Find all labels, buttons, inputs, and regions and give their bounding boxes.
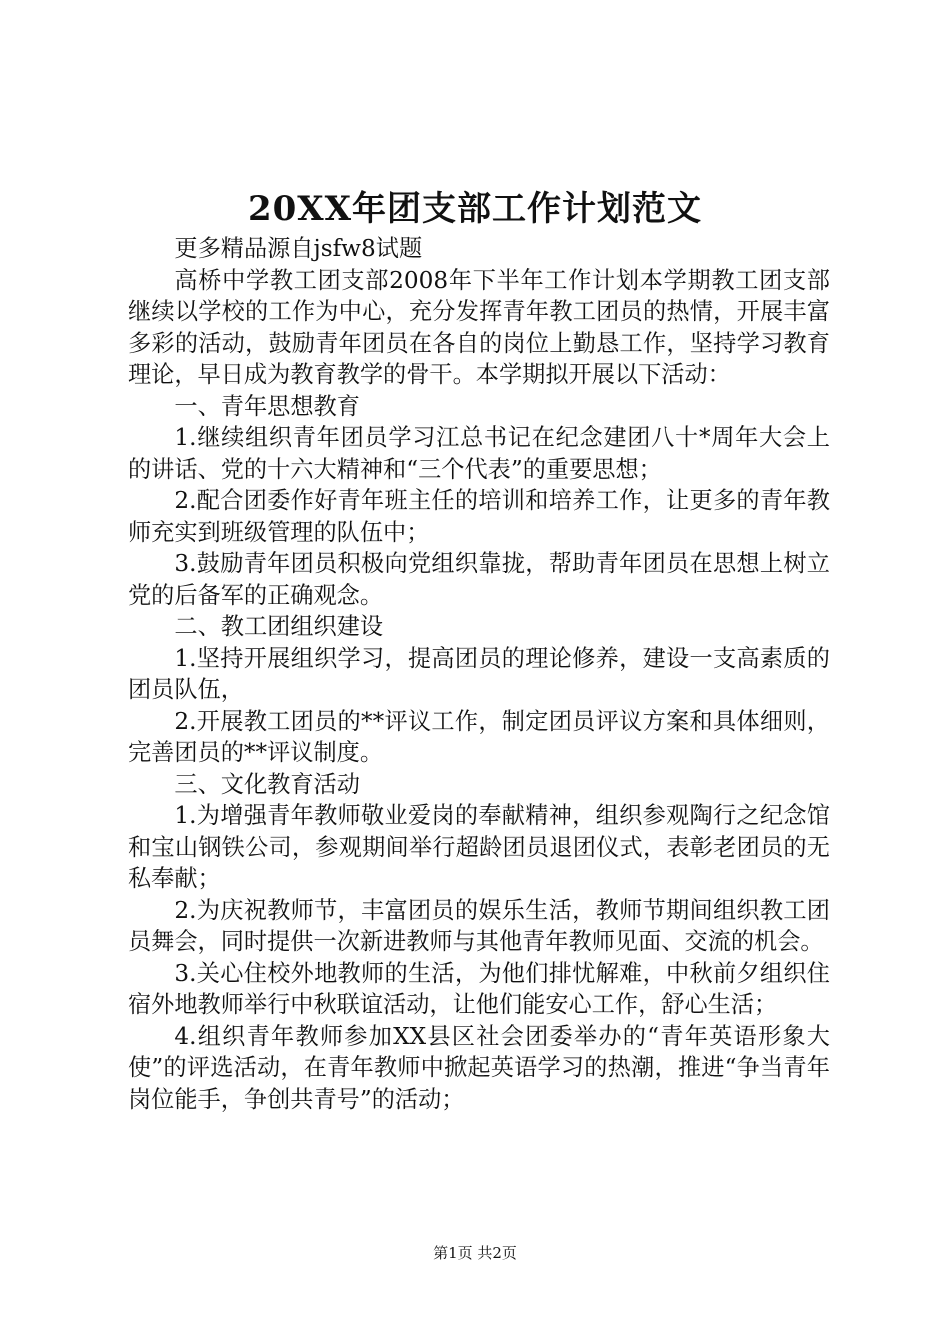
list-item: 2.配合团委作好青年班主任的培训和培养工作，让更多的青年教师充实到班级管理的队伍中； xyxy=(128,487,830,546)
list-item: 2.开展教工团员的**评议工作，制定团员评议方案和具体细则，完善团员的**评议制度。 xyxy=(128,707,830,766)
section-heading: 二、教工团组织建设 xyxy=(174,613,384,640)
list-item: 3.鼓励青年团员积极向党组织靠拢，帮助青年团员在思想上树立党的后备军的正确观念。 xyxy=(128,550,830,609)
document-title: 20XX年团支部工作计划范文 xyxy=(247,189,703,229)
section-heading: 一、青年思想教育 xyxy=(174,392,360,420)
list-item: 3.关心住校外地教师的生活，为他们排忧解难，中秋前夕组织住宿外地教师举行中秋联谊活动，让他们能安心工作，舒心生活； xyxy=(128,959,830,1018)
page-number: 第1页 共2页 xyxy=(433,1244,517,1262)
source-note: 更多精品源自jsfw8试题 xyxy=(174,235,423,262)
list-item: 1.为增强青年教师敬业爱岗的奉献精神，组织参观陶行之纪念馆和宝山钢铁公司，参观期间举行超龄团员退团仪式，表彰老团员的无私奉献； xyxy=(128,802,830,892)
list-item: 1.继续组织青年团员学习江总书记在纪念建团八十*周年大会上的讲话、党的十六大精神和“三个代表”的重要思想； xyxy=(128,424,830,483)
intro-paragraph: 高桥中学教工团支部2008年下半年工作计划本学期教工团支部继续以学校的工作为中心，充分发挥青年教工团员的热情，开展丰富多彩的活动，鼓励青年团员在各自的岗位上勤恳工作，坚持学习教育理论，早日成为教育教学的骨干。本学期拟开展以下活动： xyxy=(128,266,830,388)
section-heading: 三、文化教育活动 xyxy=(174,770,360,798)
list-item: 4.组织青年教师参加XX县区社会团委举办的“青年英语形象大使”的评选活动，在青年教师中掀起英语学习的热潮，推进“争当青年岗位能手，争创共青号”的活动； xyxy=(128,1022,830,1113)
list-item: 1.坚持开展组织学习，提高团员的理论修养，建设一支高素质的团员队伍， xyxy=(128,644,830,703)
document-body xyxy=(128,233,830,1115)
list-item: 2.为庆祝教师节，丰富团员的娱乐生活，教师节期间组织教工团员舞会，同时提供一次新进教师与其他青年教师见面、交流的机会。 xyxy=(128,896,830,955)
